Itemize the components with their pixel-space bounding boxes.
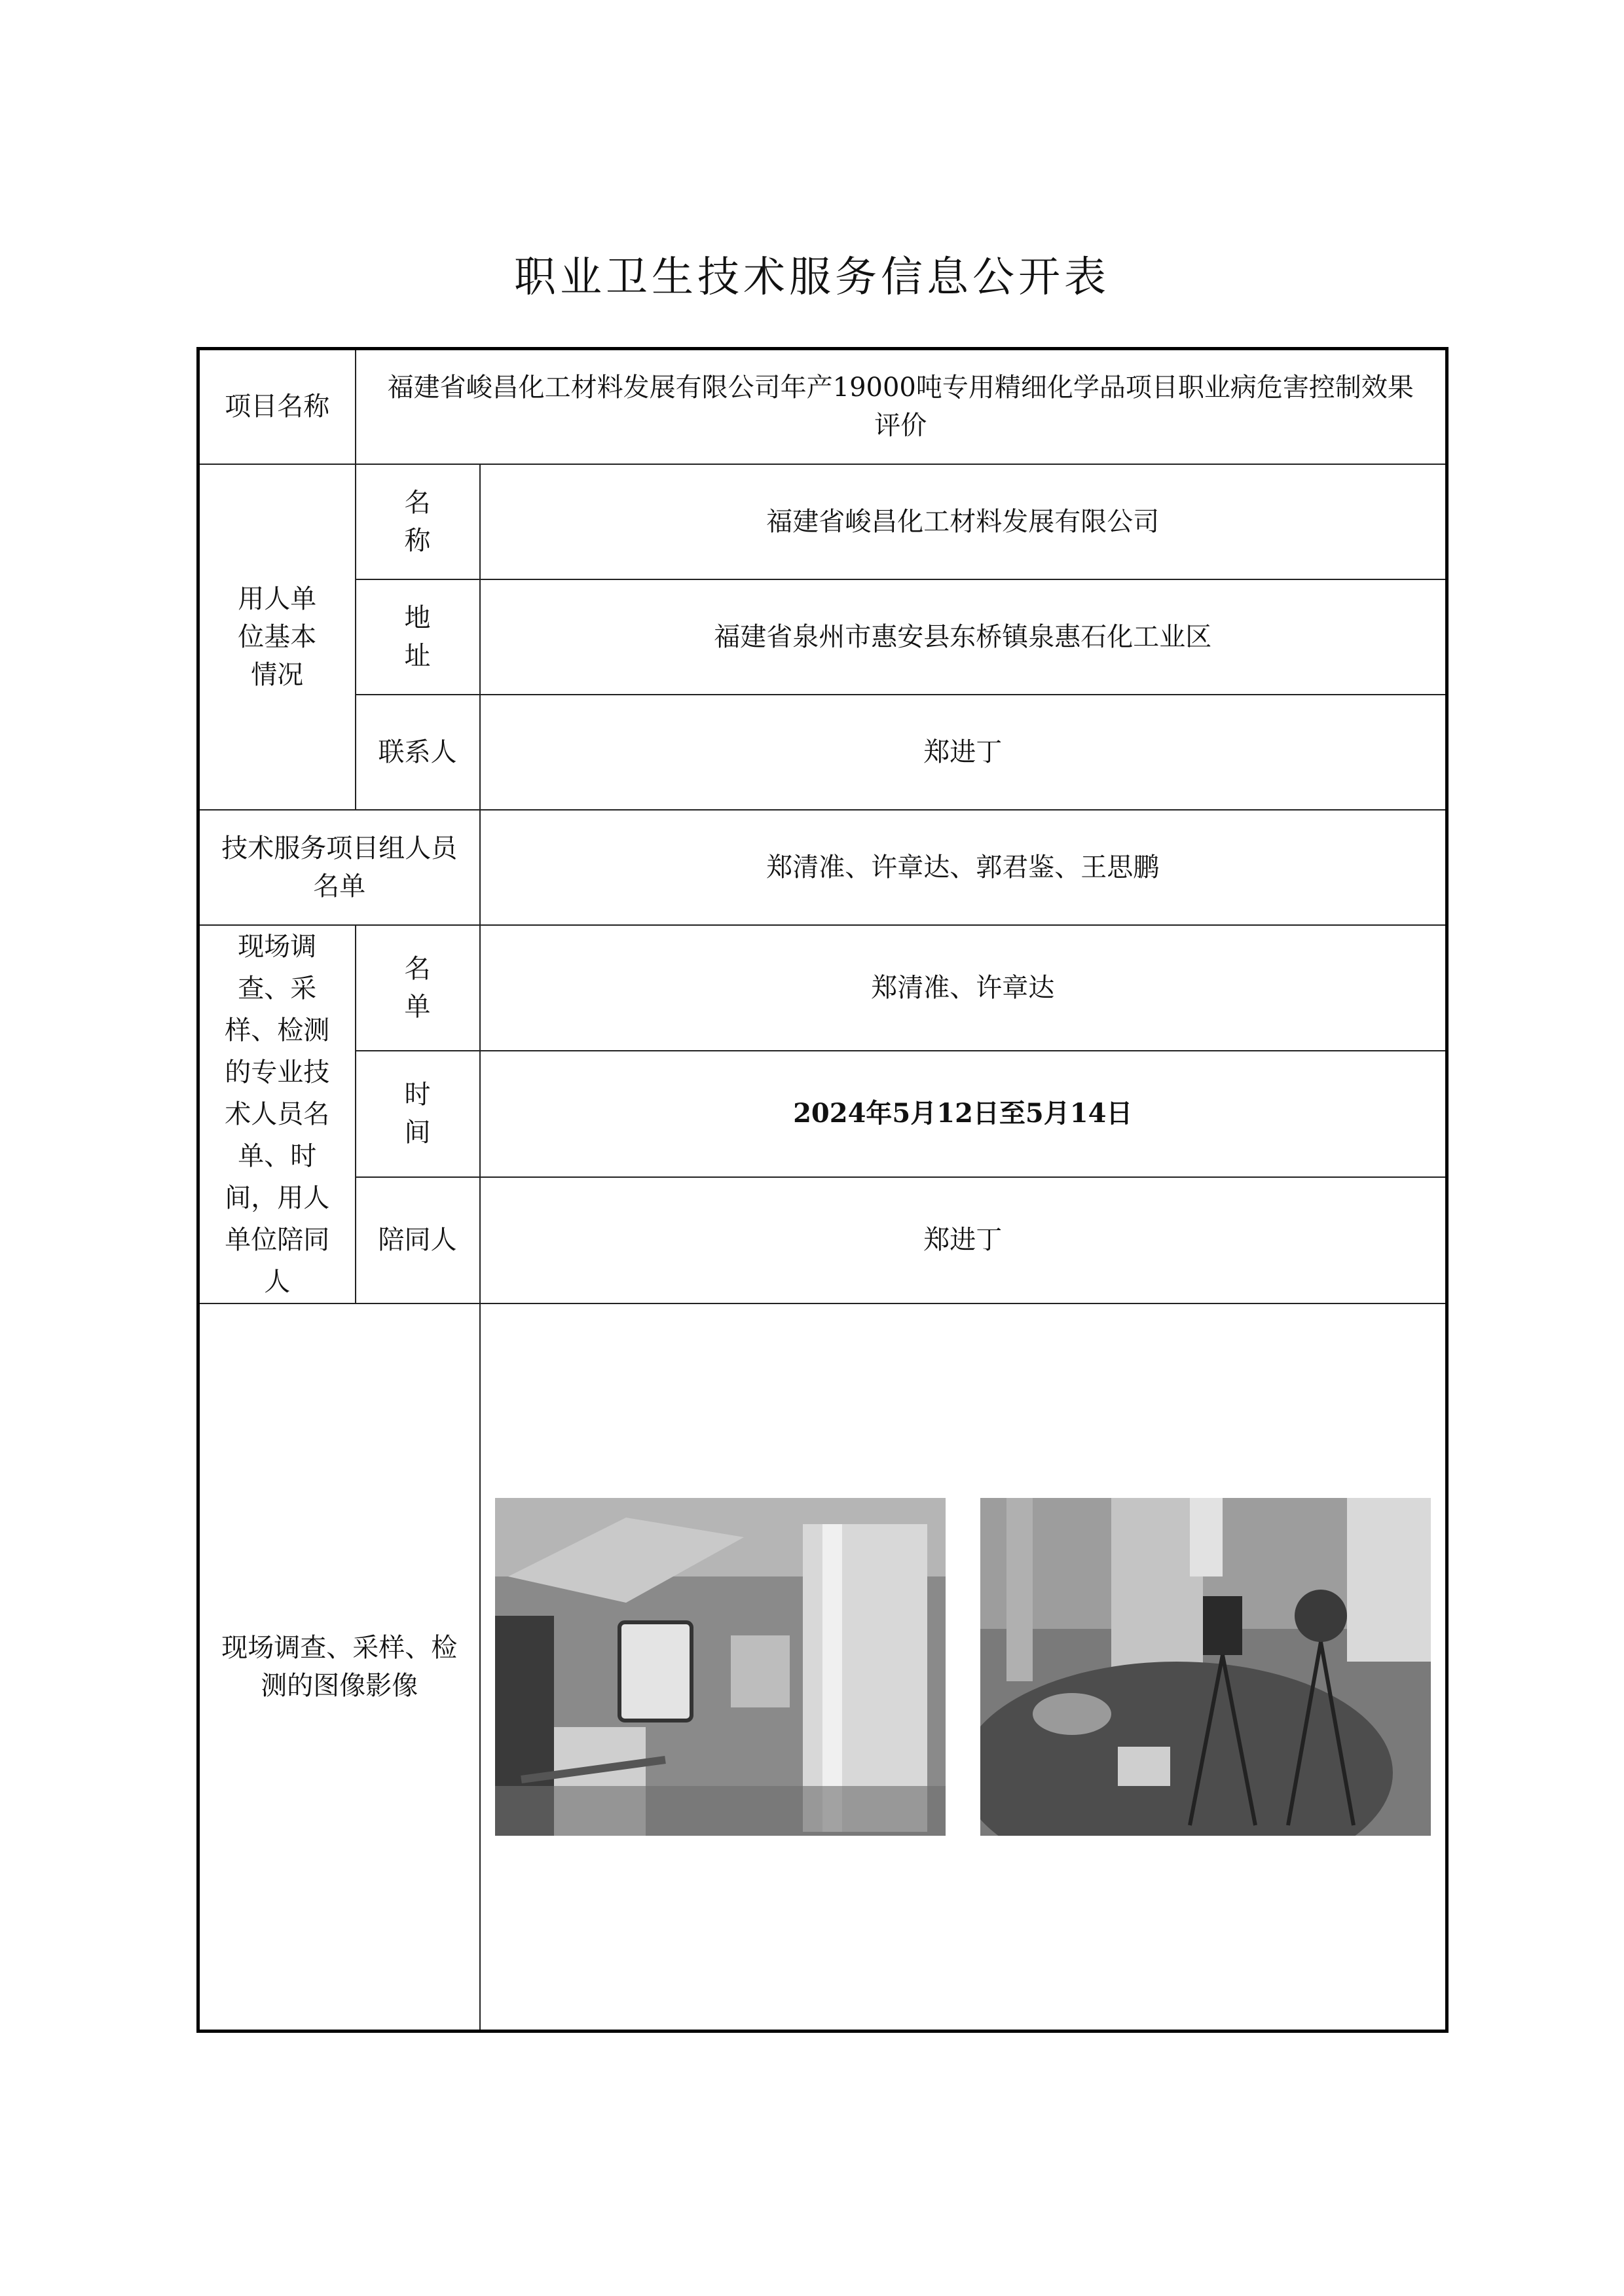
- project-value: 福建省峻昌化工材料发展有限公司年产19000吨专用精细化学品项目职业病危害控制效果评价: [356, 349, 1447, 464]
- site-photo-detection: [980, 1498, 1431, 1836]
- employer-name-label: 名称: [356, 464, 480, 579]
- employer-address-value: 福建省泉州市惠安县东桥镇泉惠石化工业区: [480, 579, 1447, 695]
- employer-address-row: [198, 579, 1447, 695]
- employer-contact-value: 郑进丁: [480, 695, 1447, 810]
- employer-label: 用人单位基本情况: [198, 464, 356, 810]
- survey-escort-value: 郑进丁: [480, 1177, 1447, 1303]
- project-row: [198, 349, 1447, 464]
- survey-list-row: [198, 925, 1447, 1051]
- info-table: [196, 347, 1449, 2033]
- survey-list-value: 郑清准、许章达: [480, 925, 1447, 1051]
- team-value: 郑清准、许章达、郭君鉴、王思鹏: [480, 810, 1447, 925]
- employer-contact-row: [198, 695, 1447, 810]
- employer-contact-label: 联系人: [356, 695, 480, 810]
- employer-address-label: 地址: [356, 579, 480, 695]
- site-photo-sampling: [495, 1498, 946, 1836]
- survey-list-label: 名单: [356, 925, 480, 1051]
- survey-time-row: [198, 1051, 1447, 1177]
- survey-escort-label: 陪同人: [356, 1177, 480, 1303]
- project-label: 项目名称: [198, 349, 356, 464]
- survey-time-label: 时间: [356, 1051, 480, 1177]
- page-title: 职业卫生技术服务信息公开表: [514, 253, 1110, 302]
- employer-name-value: 福建省峻昌化工材料发展有限公司: [480, 464, 1447, 579]
- team-label: 技术服务项目组人员名单: [198, 810, 480, 925]
- team-row: [198, 810, 1447, 925]
- images-row: [198, 1303, 1447, 2032]
- photo-strip: [481, 1498, 1446, 1836]
- survey-escort-row: [198, 1177, 1447, 1303]
- images-label: 现场调查、采样、检测的图像影像: [198, 1303, 480, 2032]
- survey-time-value: 2024年5月12日至5月14日: [480, 1051, 1447, 1177]
- images-cell: [480, 1303, 1447, 2032]
- survey-label: 现场调查、采样、检测的专业技术人员名单、时间，用人单位陪同人: [198, 925, 356, 1303]
- employer-name-row: [198, 464, 1447, 579]
